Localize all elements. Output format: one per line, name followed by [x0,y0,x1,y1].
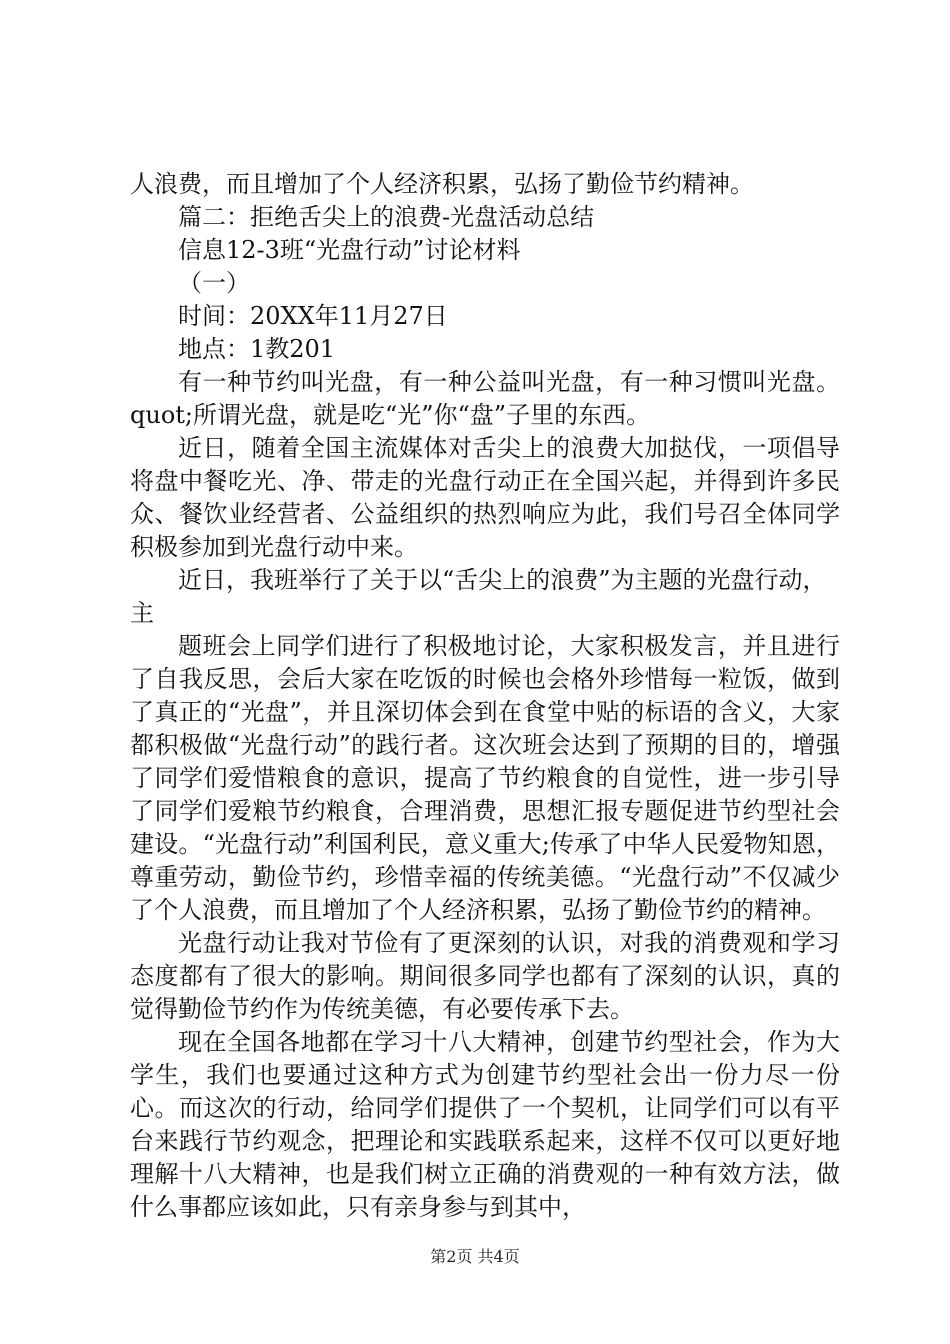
meeting-time: 时间：20XX年11月27日 [178,302,448,330]
page-footer: 第2页 共4页 [430,1247,520,1266]
paragraph: 光盘行动让我对节俭有了更深刻的认识，对我的消费观和学习态度都有了很大的影响。期间很多同学也都有了深刻的认识，真的觉得勤俭节约作为传统美德，有必要传承下去。 [130,929,840,1023]
meeting-location: 地点：1教201 [178,335,336,363]
paragraph: 近日，我班举行了关于以“舌尖上的浪费”为主题的光盘行动，主 [130,566,827,627]
paragraph: 有一种节约叫光盘，有一种公益叫光盘，有一种习惯叫光盘。quot;所谓光盘，就是吃“光”你“盘”子里的东西。 [130,368,840,429]
paragraph-continuation: 人浪费，而且增加了个人经济积累，弘扬了勤俭节约精神。 [130,170,754,198]
paragraph: 近日，随着全国主流媒体对舌尖上的浪费大加挞伐，一项倡导将盘中餐吃光、净、带走的光盘行动正在全国兴起，并得到许多民众、餐饮业经营者、公益组织的热烈响应为此，我们号召全体同学积极参加到光盘行动中来。 [130,434,840,561]
paragraph: 现在全国各地都在学习十八大精神，创建节约型社会，作为大学生，我们也要通过这种方式为创建节约型社会出一份力尽一份心。而这次的行动，给同学们提供了一个契机，让同学们可以有平台来践行节约观念，把理论和实践联系起来，这样不仅可以更好地理解十八大精神，也是我们树立正确的消费观的一种有效方法，做什么事都应该如此，只有亲身参与到其中， [130,1028,840,1221]
paragraph: 题班会上同学们进行了积极地讨论，大家积极发言，并且进行了自我反思，会后大家在吃饭的时候也会格外珍惜每一粒饭，做到了真正的“光盘”，并且深切体会到在食堂中贴的标语的含义，大家都积极做“光盘行动”的践行者。这次班会达到了预期的目的，增强了同学们爱惜粮食的意识，提高了节约粮食的自觉性，进一步引导了同学们爱粮节约粮食，合理消费，思想汇报专题促进节约型社会建设。“光盘行动”利国利民，意义重大;传承了中华人民爱物知恩，尊重劳动，勤俭节约，珍惜幸福的传统美德。“光盘行动”不仅减少了个人浪费，而且增加了个人经济积累，弘扬了勤俭节约的精神。 [130,632,840,924]
material-title: 信息12-3班“光盘行动”讨论材料 [178,236,521,264]
section-heading: 篇二：拒绝舌尖上的浪费-光盘活动总结 [178,203,595,231]
part-number: （一） [178,269,250,297]
document-body [130,168,840,1224]
